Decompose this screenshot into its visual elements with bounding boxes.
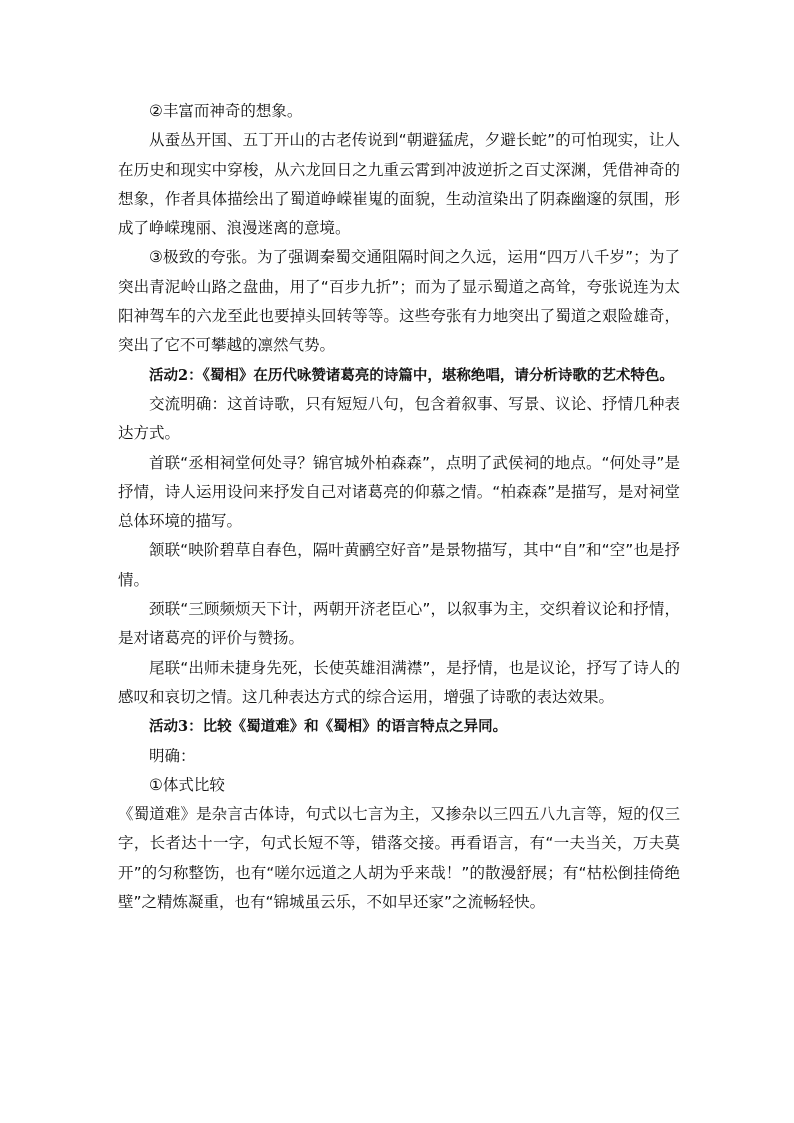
paragraph-exaggeration: ③极致的夸张。为了强调秦蜀交通阻隔时间之久远，运用“四万八千岁”；为了突出青泥岭山路之盘曲，用了“百步九折”；而为了显示蜀道之高耸，夸张说连为太阳神驾车的六龙至此也要掉头回转等等。这些夸张有力地突出了蜀道之艰险雄奇，突出了它不可攀越的凛然气势。 <box>118 248 680 355</box>
paragraph-clarify-label: 明确： <box>149 746 196 765</box>
paragraph-form-comparison-heading: ①体式比较 <box>149 775 225 794</box>
paragraph-third-couplet: 颈联“三顾频烦天下计，两朝开济老臣心”，以叙事为主，交织着议论和抒情，是对诸葛亮的评价与赞扬。 <box>118 600 680 648</box>
document-page <box>118 97 680 917</box>
activity-3-heading: 活动3：比较《蜀道难》和《蜀相》的语言特点之异同。 <box>149 718 508 736</box>
paragraph-imagination-heading: ②丰富而神奇的想象。 <box>149 102 303 120</box>
paragraph-final-couplet: 尾联“出师未捷身先死，长使英雄泪满襟”，是抒情，也是议论，抒写了诗人的感叹和哀切之情。这几种表达方式的综合运用，增强了诗歌的表达效果。 <box>118 658 680 706</box>
paragraph-form-comparison-body: 《蜀道难》是杂言古体诗，句式以七言为主，又掺杂以三四五八九言等，短的仅三字，长者达十一字，句式长短不等，错落交接。再看语言，有“一夫当关，万夫莫开”的匀称整饬，也有“嗟尔远道之人胡为乎来哉！”的散漫舒展；有“枯松倒挂倚绝壁”之精炼凝重，也有“锦城虽云乐，不如早还家”之流畅轻快。 <box>118 805 680 912</box>
activity-2-heading: 活动2：《蜀相》在历代咏赞诸葛亮的诗篇中，堪称绝唱，请分析诗歌的艺术特色。 <box>149 366 674 384</box>
paragraph-second-couplet: 颔联“映阶碧草自春色，隔叶黄鹂空好音”是景物描写，其中“自”和“空”也是抒情。 <box>118 541 680 589</box>
paragraph-imagination-body: 从蚕丛开国、五丁开山的古老传说到“朝避猛虎，夕避长蛇”的可怕现实，让人在历史和现实中穿梭，从六龙回日之九重云霄到冲波逆折之百丈深渊，凭借神奇的想象，作者具体描绘出了蜀道峥嵘崔嵬的面貌，生动渲染出了阴森幽邃的氛围，形成了峥嵘瑰丽、浪漫迷离的意境。 <box>118 131 680 238</box>
paragraph-first-couplet: 首联“丞相祠堂何处寻？锦官城外柏森森”，点明了武侯祠的地点。“何处寻”是抒情，诗人运用设问来抒发自己对诸葛亮的仰慕之情。“柏森森”是描写，是对祠堂总体环境的描写。 <box>118 453 680 531</box>
paragraph-exchange-clarify: 交流明确：这首诗歌，只有短短八句，包含着叙事、写景、议论、抒情几种表达方式。 <box>118 394 680 443</box>
